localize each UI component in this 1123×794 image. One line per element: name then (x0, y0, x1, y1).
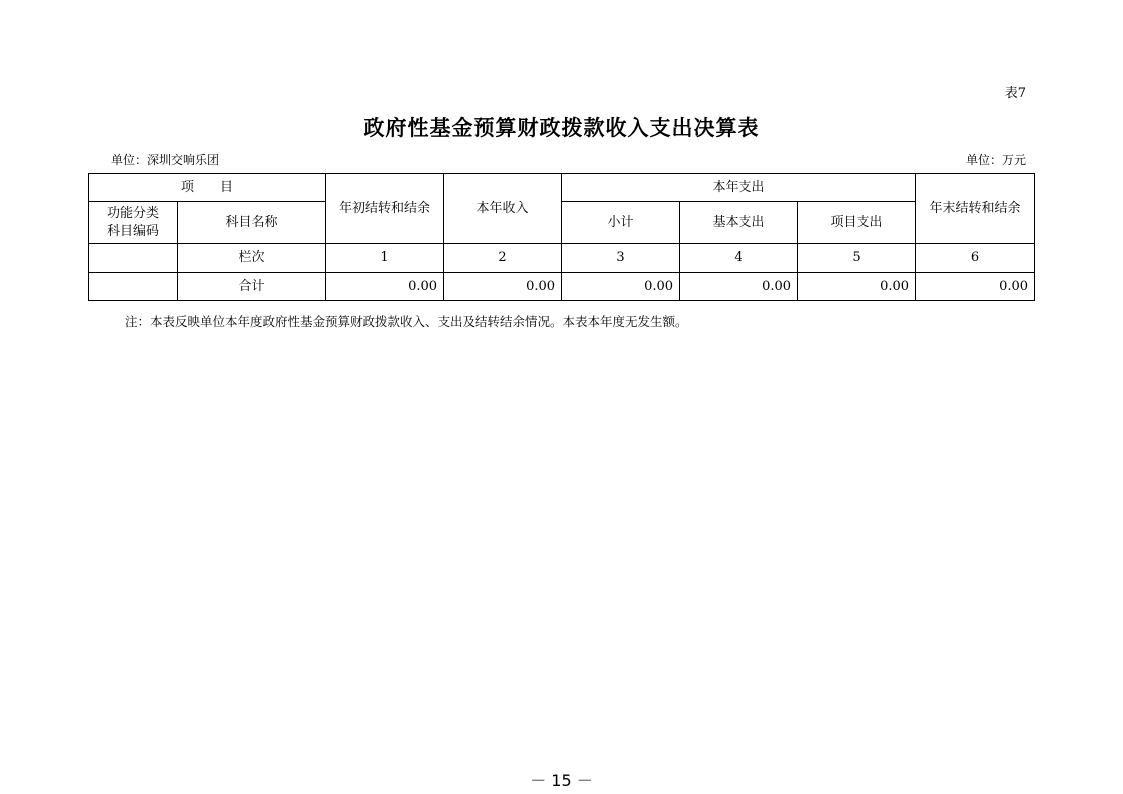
header-item: 项 目 (89, 174, 326, 202)
table-note: 注：本表反映单位本年度政府性基金预算财政拨款收入、支出及结转结余情况。本表本年度无发生额。 (125, 314, 688, 329)
table-number: 表7 (1004, 86, 1026, 101)
header-subtotal: 小计 (562, 202, 680, 244)
column-index-label: 栏次 (178, 244, 326, 273)
header-end-balance: 年末结转和结余 (916, 174, 1035, 244)
column-index-cell: 1 (326, 244, 444, 273)
column-index-cell: 4 (680, 244, 798, 273)
total-value: 0.00 (562, 273, 680, 301)
total-value: 0.00 (326, 273, 444, 301)
column-index-empty (89, 244, 178, 273)
total-label: 合计 (178, 273, 326, 301)
total-empty (89, 273, 178, 301)
header-row-1 (89, 174, 1035, 202)
column-index-cell: 6 (916, 244, 1035, 273)
total-value: 0.00 (444, 273, 562, 301)
total-value: 0.00 (680, 273, 798, 301)
total-row (89, 273, 1035, 301)
column-index-cell: 2 (444, 244, 562, 273)
column-index-cell: 3 (562, 244, 680, 273)
page-number: － 15 － (530, 771, 593, 790)
column-index-row (89, 244, 1035, 273)
total-value: 0.00 (798, 273, 916, 301)
header-func-code: 功能分类 科目编码 (89, 202, 178, 244)
header-project-expense: 项目支出 (798, 202, 916, 244)
total-value: 0.00 (916, 273, 1035, 301)
header-year-expense: 本年支出 (562, 174, 916, 202)
column-index-cell: 5 (798, 244, 916, 273)
header-year-income: 本年收入 (444, 174, 562, 244)
unit-currency: 单位：万元 (965, 153, 1026, 167)
header-subject-name: 科目名称 (178, 202, 326, 244)
header-begin-balance: 年初结转和结余 (326, 174, 444, 244)
page-title: 政府性基金预算财政拨款收入支出决算表 (363, 115, 760, 140)
header-row-2 (89, 202, 1035, 244)
unit-organization: 单位：深圳交响乐团 (111, 153, 220, 167)
budget-table (88, 173, 1035, 301)
header-basic-expense: 基本支出 (680, 202, 798, 244)
